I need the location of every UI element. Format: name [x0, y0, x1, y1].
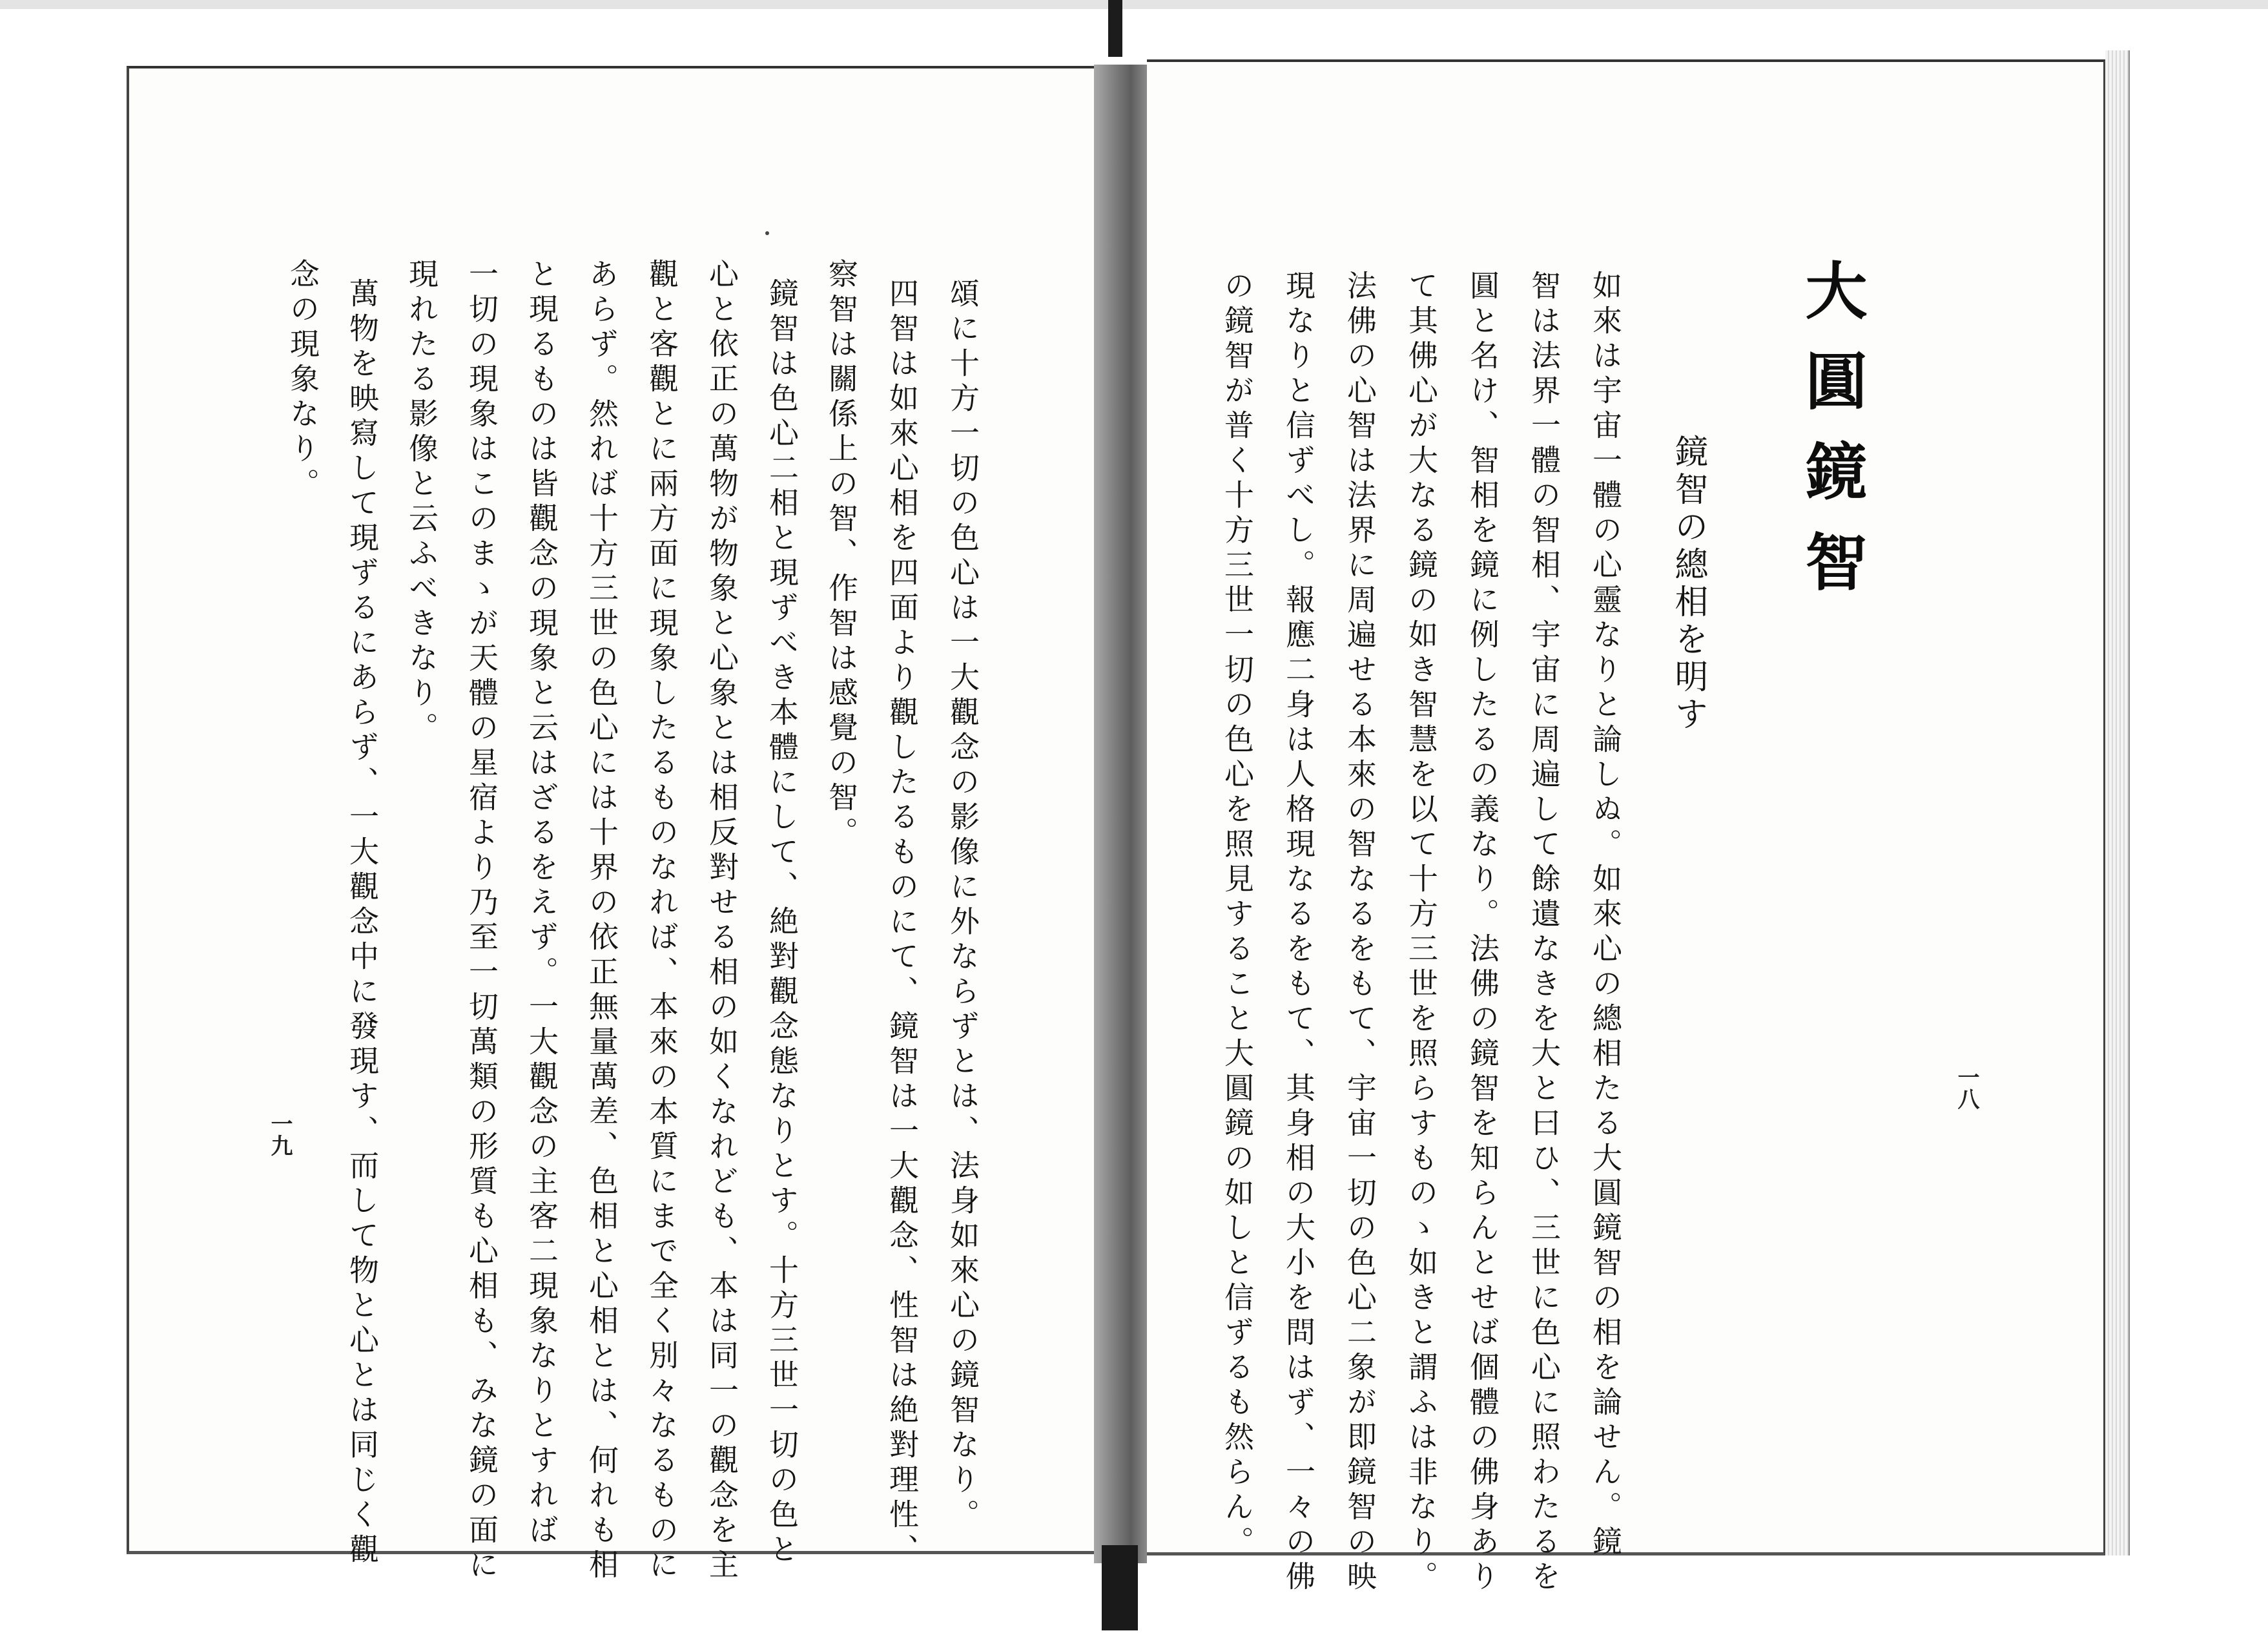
- right-text-line-6: 現なりと信ずべし。報應二身は人格現なるをもて、其身相の大小を問はず、一々の佛: [1281, 270, 1316, 1596]
- page-edges: [2105, 50, 2130, 1555]
- bookmark-ribbon-bottom: [1102, 1545, 1138, 1630]
- left-text-line-1: 頌に十方一切の色心は一大觀念の影像に外ならずとは、法身如來心の鏡智なり。: [945, 278, 980, 1534]
- left-text-line-6: 觀と客觀とに兩方面に現象したるものなれば、本來の本質にまで全く別々なるものに: [644, 258, 679, 1584]
- left-text-line-2: 四智は如來心相を四面より觀したるものにて、鏡智は一大觀念、性智は絶對理性、: [885, 278, 920, 1568]
- scan-top-edge: [0, 0, 2268, 9]
- left-text-line-9: 一切の現象はこのまゝが天體の星宿より乃至一切萬類の形質も心相も、みな鏡の面に: [464, 258, 499, 1584]
- left-text-line-7: あらず。然れば十方三世の色心には十界の依正無量萬差、色相と心相とは、何れも相: [584, 258, 619, 1584]
- right-text-line-7: の鏡智が普く十方三世一切の色心を照見すること大圓鏡の如しと信ずるも然らん。: [1220, 270, 1255, 1561]
- left-text-line-3: 察智は關係上の智、作智は感覺の智。: [824, 258, 859, 851]
- left-text-line-4: 鏡智は色心二相と現ずべき本體にして、絶對觀念態なりとす。十方三世一切の色と: [765, 278, 799, 1568]
- left-text-line-12: 念の現象なり。: [285, 258, 320, 503]
- left-text-line-11: 萬物を映寫して現ずるにあらず、一大觀念中に發現す、而して物と心とは同じく觀: [345, 278, 380, 1568]
- book-gutter: [1094, 65, 1147, 1563]
- section-subtitle: 鏡智の總相を明す: [1669, 434, 1707, 734]
- left-text-line-8: と現るものは皆觀念の現象と云はざるをえず。一大觀念の主客二現象なりとすれば: [524, 258, 559, 1549]
- right-text-line-4: て其佛心が大なる鏡の如き智慧を以て十方三世を照らすものゝ如きと謂ふは非なり。: [1404, 270, 1439, 1596]
- page-number-left: 一九: [267, 1112, 293, 1156]
- right-text-line-2: 智は法界一體の智相、宇宙に周遍して餘遺なきを大と曰ひ、三世に色心に照わたるを: [1527, 270, 1562, 1596]
- chapter-title: 大圓鏡智: [1795, 258, 1868, 620]
- left-text-line-5: 心と依正の萬物が物象と心象とは相反對せる相の如くなれども、本は同一の觀念を主: [705, 258, 739, 1584]
- right-text-line-3: 圓と名け、智相を鏡に例したるの義なり。法佛の鏡智を知らんとせば個體の佛身あり: [1465, 270, 1500, 1596]
- page-number-right: 一八: [1954, 1066, 1979, 1110]
- left-text-line-10: 現れたる影像と云ふべきなり。: [404, 258, 439, 747]
- right-text-line-1: 如來は宇宙一體の心靈なりと論しぬ。如來心の總相たる大圓鏡智の相を論せん。鏡: [1588, 270, 1623, 1561]
- bookmark-ribbon-top: [1108, 0, 1122, 57]
- right-text-line-5: 法佛の心智は法界に周遍せる本來の智なるをもて、宇宙一切の色心二象が即鏡智の映: [1343, 270, 1377, 1596]
- ink-speck: [765, 231, 769, 235]
